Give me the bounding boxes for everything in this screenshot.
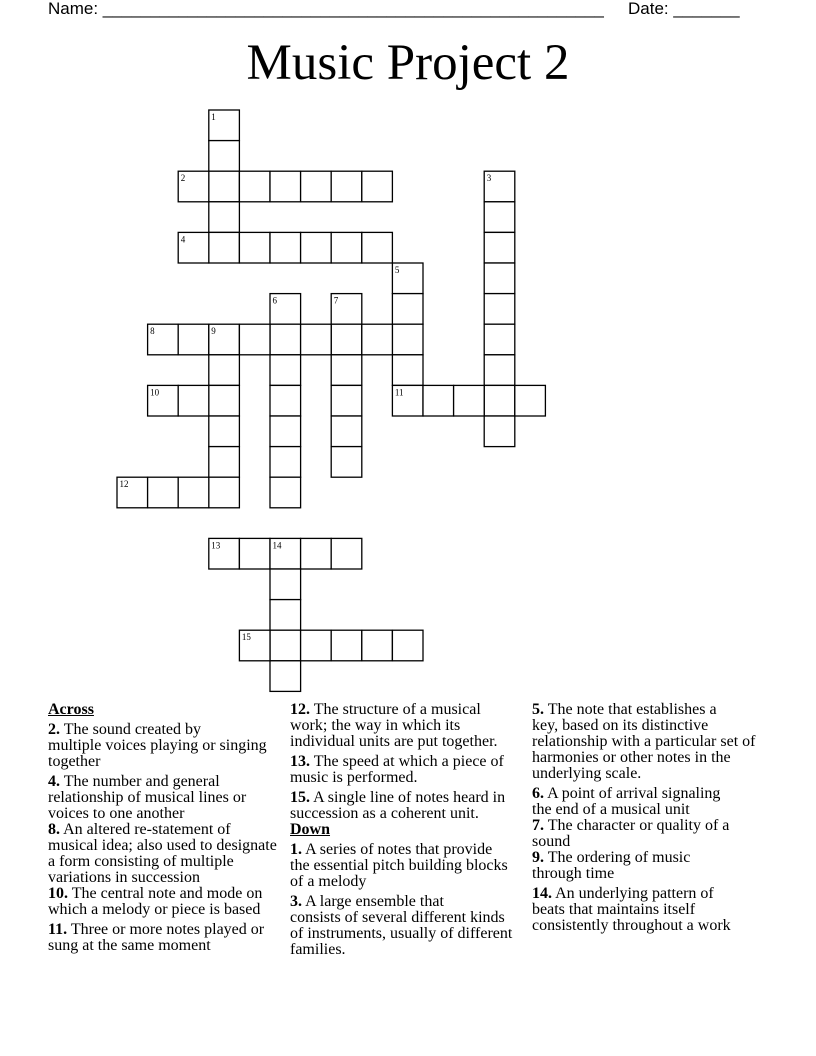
crossword-cell [270,232,301,263]
crossword-cell [331,324,362,355]
crossword-cell [270,385,301,416]
crossword-cell [209,355,240,386]
grid-clue-number: 4 [180,234,186,245]
clue-text: A single line of notes heard in succession as a coherent unit. [290,789,506,822]
clue-text: Three or more notes played or sung at the same moment [48,921,265,954]
grid-clue-number: 7 [333,295,339,306]
clue-text: An altered re-statement of musical idea; also used to designate a form consisting of multiple variations in succession [48,821,277,886]
crossword-cell [484,263,515,294]
crossword-cell [301,538,332,569]
clue-text: The note that establishes a key, based on its distinctive relationship with a particular set of harmonies or other notes in the underlying scale. [532,701,756,782]
crossword-cell [209,385,240,416]
crossword-cell [331,538,362,569]
clue-column-3 [532,702,774,934]
clue-text: The sound created by multiple voices playing or singing together [48,721,267,770]
clue-across-12 [290,702,532,750]
crossword-cell [209,416,240,447]
crossword-cell [270,477,301,508]
crossword-cell [178,385,209,416]
clue-number: 7 . [532,817,544,834]
crossword-cell [209,477,240,508]
crossword-cell [331,416,362,447]
crossword-cell [178,324,209,355]
crossword-cell [484,294,515,325]
grid-cells [117,110,545,691]
crossword-cell [239,171,270,202]
grid-clue-number: 15 [241,632,251,643]
clue-down-7 [532,818,774,850]
crossword-cell [515,385,546,416]
crossword-cell [331,447,362,478]
crossword-cell [270,324,301,355]
crossword-cell [392,630,423,661]
crossword-cell [209,232,240,263]
clue-down-6 [532,786,774,818]
clue-text: The number and general relationship of musical lines or voices to one another [48,773,247,822]
crossword-cell [362,630,393,661]
crossword-cell [270,661,301,692]
crossword-cell [301,630,332,661]
clue-number: 2 . [48,721,60,738]
crossword-cell [209,141,240,172]
grid-clue-number: 11 [394,387,404,398]
crossword-cell [270,630,301,661]
clue-down-5 [532,702,774,782]
clue-number: 6 . [532,785,544,802]
crossword-cell [484,416,515,447]
clue-number: 1 . [290,841,302,858]
grid-clue-number: 5 [394,265,400,275]
crossword-cell [454,385,485,416]
crossword-cell [331,171,362,202]
clue-text: The central note and mode on which a melody or piece is based [48,885,263,918]
date-blank: Date: _______ [628,0,740,18]
crossword-cell [270,600,301,631]
clue-text: A point of arrival signaling the end of a musical unit [532,785,721,818]
clue-number: 10 . [48,885,68,902]
clue-number: 11 . [48,921,67,938]
grid-clue-number: 6 [272,295,277,306]
crossword-cell [362,324,393,355]
crossword-cell [239,538,270,569]
clue-column-2 [290,702,532,958]
crossword-cell [392,355,423,386]
crossword-cell [331,385,362,416]
crossword-cell [209,447,240,478]
crossword-cell [270,171,301,202]
clue-down-9 [532,850,774,882]
clue-number: 9 . [532,849,544,866]
clue-across-13 [290,754,532,786]
crossword-cell [301,171,332,202]
crossword-cell [484,324,515,355]
clue-number: 13 . [290,753,310,770]
clue-number: 8 . [48,821,60,838]
crossword-cell [331,630,362,661]
clue-number: 5 . [532,701,544,718]
crossword-cell [209,202,240,233]
crossword-cell [484,355,515,386]
crossword-cell [301,232,332,263]
crossword-cell [484,385,515,416]
clue-across-10 [48,886,290,918]
clue-number: 12 . [290,701,310,718]
crossword-cell [362,232,393,263]
clue-text: A series of notes that provide the essential pitch building blocks of a melody [290,841,508,890]
clue-column-1 [48,702,290,954]
crossword-cell [270,569,301,600]
name-blank: Name: _____________________________________________________ [48,0,604,18]
crossword-cell [270,416,301,447]
crossword-cell [209,171,240,202]
grid-clue-number: 9 [211,326,216,337]
clue-number: 3 . [290,893,302,910]
clue-across-4 [48,774,290,822]
crossword-cell [270,355,301,386]
grid-clue-number: 12 [119,479,129,490]
crossword-cell [239,232,270,263]
clue-down-3 [290,894,532,958]
crossword-cell [178,477,209,508]
clue-across-2 [48,722,290,770]
crossword-cell [331,232,362,263]
crossword-cell [362,171,393,202]
clue-number: 14 . [532,885,552,902]
clue-text: The ordering of music through time [532,849,691,882]
down-heading: Down [290,821,331,838]
clue-text: The speed at which a piece of music is performed. [290,753,504,786]
clue-text: A large ensemble that consists of several different kinds of instruments, usually of different families. [290,893,513,958]
crossword-cell [392,294,423,325]
clue-across-11 [48,922,290,954]
crossword-cell [148,477,179,508]
grid-clue-number: 1 [211,112,216,122]
crossword-cell [484,202,515,233]
clue-text: The character or quality of a sound [532,817,730,850]
grid-clue-number: 3 [486,173,492,184]
crossword-cell [331,355,362,386]
grid-clue-number: 2 [180,173,186,184]
crossword-cell [270,447,301,478]
crossword-cell [423,385,454,416]
grid-clue-number: 14 [272,540,282,551]
page-title: Music Project 2 [246,35,570,91]
clue-down-1 [290,842,532,890]
grid-clue-number: 8 [150,326,155,337]
clue-number: 15 . [290,789,310,806]
crossword-cell [392,324,423,355]
crossword-cell [484,232,515,263]
grid-clue-number: 10 [150,387,160,398]
clue-down-14 [532,886,774,934]
clue-text: The structure of a musical work; the way in which its individual units are put together. [290,701,498,750]
grid-clue-number: 13 [211,540,221,551]
clue-number: 4 . [48,773,60,790]
across-heading: Across [48,701,94,718]
clue-across-15 [290,790,532,822]
clue-across-8 [48,822,290,886]
crossword-cell [239,324,270,355]
crossword-cell [301,324,332,355]
clue-text: An underlying pattern of beats that maintains itself consistently throughout a work [532,885,731,934]
